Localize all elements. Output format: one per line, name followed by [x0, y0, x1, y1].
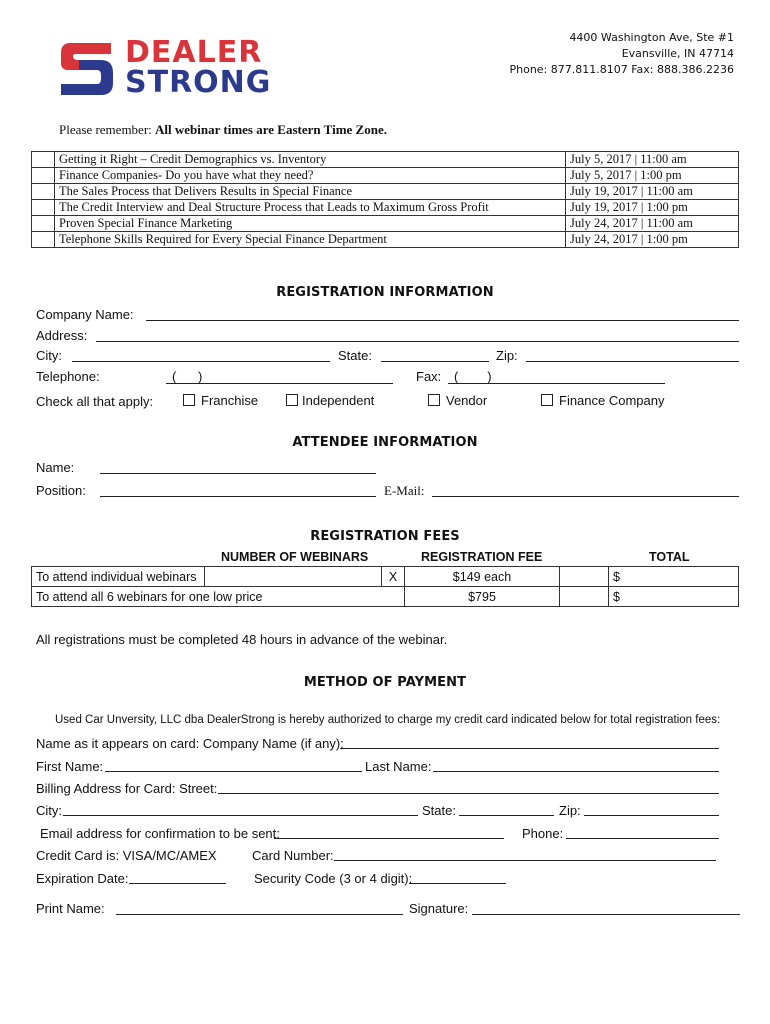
- print-name-field[interactable]: [116, 914, 403, 915]
- zip-field[interactable]: [526, 361, 739, 362]
- billing-street-field[interactable]: [218, 793, 719, 794]
- webinar-date: July 5, 2017 | 11:00 am: [566, 152, 739, 168]
- last-name-label: Last Name:: [365, 759, 432, 774]
- company-name-field[interactable]: [146, 320, 739, 321]
- row2-label: To attend all 6 webinars for one low price: [32, 587, 405, 607]
- reminder-bold: All webinar times are Eastern Time Zone.: [155, 122, 387, 137]
- confirmation-email-field[interactable]: [274, 838, 504, 839]
- payment-heading: METHOD OF PAYMENT: [303, 675, 467, 690]
- fees-heading: REGISTRATION FEES: [310, 529, 460, 544]
- phone-fax-line: Phone: 877.811.8107 Fax: 888.386.2236: [509, 63, 734, 76]
- webinar-date: July 24, 2017 | 1:00 pm: [566, 232, 739, 248]
- row2-spacer: [560, 587, 609, 607]
- franchise-checkbox[interactable]: [183, 394, 195, 406]
- attendee-position-label: Position:: [36, 483, 86, 498]
- row2-total-input[interactable]: $: [609, 587, 739, 607]
- signature-label: Signature:: [409, 901, 469, 916]
- vendor-checkbox[interactable]: [428, 394, 440, 406]
- zip-label: Zip:: [496, 348, 518, 363]
- webinar-title: Proven Special Finance Marketing: [55, 216, 566, 232]
- last-name-field[interactable]: [433, 771, 719, 772]
- telephone-area-code: ( ): [172, 369, 203, 384]
- logo-text-strong: STRONG: [125, 65, 272, 100]
- attendee-email-label: E-Mail:: [384, 483, 425, 498]
- schedule-row-marker: [32, 216, 55, 232]
- security-code-label: Security Code (3 or 4 digit):: [254, 871, 413, 886]
- row1-label: To attend individual webinars: [32, 567, 205, 587]
- webinar-title: Telephone Skills Required for Every Special Finance Department: [55, 232, 566, 248]
- row1-spacer: [560, 567, 609, 587]
- row1-x: X: [382, 567, 405, 587]
- webinar-date: July 19, 2017 | 11:00 am: [566, 184, 739, 200]
- attendee-name-field[interactable]: [100, 473, 376, 474]
- card-number-field[interactable]: [334, 860, 716, 861]
- table-row: [32, 200, 739, 216]
- attendee-position-field[interactable]: [100, 496, 376, 497]
- option-vendor[interactable]: [428, 393, 487, 408]
- attendee-name-label: Name:: [36, 460, 75, 475]
- fax-field[interactable]: [448, 383, 665, 384]
- table-row: [32, 184, 739, 200]
- webinar-date: July 5, 2017 | 1:00 pm: [566, 168, 739, 184]
- city-field[interactable]: [72, 361, 330, 362]
- schedule-row-marker: [32, 184, 55, 200]
- name-on-card-label: Name as it appears on card: Company Name (if any):: [36, 736, 344, 751]
- payment-phone-field[interactable]: [566, 838, 719, 839]
- table-row: [32, 216, 739, 232]
- address-line-1: 4400 Washington Ave, Ste #1: [569, 31, 734, 44]
- check-all-label: Check all that apply:: [36, 394, 154, 409]
- table-row: [32, 567, 739, 587]
- col-registration-fee: REGISTRATION FEE: [421, 550, 543, 564]
- fees-table: [31, 566, 739, 607]
- expiration-label: Expiration Date:: [36, 871, 129, 886]
- row1-fee: $149 each: [405, 567, 560, 587]
- webinar-title: The Sales Process that Delivers Results in Special Finance: [55, 184, 566, 200]
- webinar-title: The Credit Interview and Deal Structure Process that Leads to Maximum Gross Profit: [55, 200, 566, 216]
- billing-state-label: State:: [422, 803, 456, 818]
- card-number-label: Card Number:: [252, 848, 334, 863]
- franchise-label: Franchise: [201, 393, 259, 408]
- state-field[interactable]: [381, 361, 489, 362]
- attendee-email-field[interactable]: [432, 496, 739, 497]
- webinar-title: Getting it Right – Credit Demographics vs. Inventory: [55, 152, 566, 168]
- row1-total-input[interactable]: $: [609, 567, 739, 587]
- finance-company-label: Finance Company: [559, 393, 665, 408]
- payment-authorization: Used Car Unversity, LLC dba DealerStrong is hereby authorized to charge my credit card indicated below for total registration fees:: [55, 714, 721, 726]
- company-logo: [57, 35, 302, 100]
- expiration-field[interactable]: [129, 883, 226, 884]
- fax-area-code: ( ): [454, 369, 492, 384]
- logo-text-dealer: DEALER: [125, 35, 263, 70]
- card-types-label: Credit Card is: VISA/MC/AMEX: [36, 848, 217, 863]
- security-code-field[interactable]: [409, 883, 506, 884]
- table-row: [32, 152, 739, 168]
- webinar-date: July 19, 2017 | 1:00 pm: [566, 200, 739, 216]
- billing-zip-label: Zip:: [559, 803, 581, 818]
- billing-city-field[interactable]: [63, 815, 418, 816]
- payment-phone-label: Phone:: [522, 826, 564, 841]
- table-row: [32, 232, 739, 248]
- row2-fee: $795: [405, 587, 560, 607]
- col-number-of-webinars: NUMBER OF WEBINARS: [221, 550, 369, 564]
- confirmation-email-label: Email address for confirmation to be sent:: [40, 826, 280, 841]
- reminder-prefix: Please remember:: [59, 122, 156, 137]
- signature-field[interactable]: [472, 914, 740, 915]
- option-finance-company[interactable]: [541, 393, 665, 408]
- webinar-schedule-table: [31, 151, 739, 248]
- col-total: TOTAL: [649, 550, 690, 564]
- table-row: [32, 168, 739, 184]
- address-field[interactable]: [96, 341, 739, 342]
- schedule-row-marker: [32, 200, 55, 216]
- timezone-reminder: [59, 122, 387, 138]
- print-name-label: Print Name:: [36, 901, 105, 916]
- schedule-row-marker: [32, 168, 55, 184]
- telephone-field[interactable]: [166, 383, 393, 384]
- name-on-card-field[interactable]: [340, 748, 719, 749]
- option-independent[interactable]: [286, 393, 374, 408]
- registration-heading: REGISTRATION INFORMATION: [276, 285, 494, 300]
- independent-checkbox[interactable]: [286, 394, 298, 406]
- dealerstrong-logo-icon: [57, 39, 117, 99]
- city-label: City:: [36, 348, 62, 363]
- webinar-date: July 24, 2017 | 11:00 am: [566, 216, 739, 232]
- finance-company-checkbox[interactable]: [541, 394, 553, 406]
- company-address: [509, 30, 734, 78]
- webinar-title: Finance Companies- Do you have what they need?: [55, 168, 566, 184]
- billing-state-field[interactable]: [459, 815, 554, 816]
- billing-zip-field[interactable]: [584, 815, 719, 816]
- company-name-label: Company Name:: [36, 307, 134, 322]
- first-name-field[interactable]: [105, 771, 362, 772]
- address-label: Address:: [36, 328, 88, 343]
- table-row: [32, 587, 739, 607]
- schedule-row-marker: [32, 152, 55, 168]
- attendee-heading: ATTENDEE INFORMATION: [292, 435, 478, 450]
- address-line-2: Evansville, IN 47714: [621, 47, 734, 60]
- billing-city-label: City:: [36, 803, 62, 818]
- option-franchise[interactable]: [183, 393, 258, 408]
- billing-address-label: Billing Address for Card: Street:: [36, 781, 218, 796]
- state-label: State:: [338, 348, 372, 363]
- schedule-row-marker: [32, 232, 55, 248]
- first-name-label: First Name:: [36, 759, 104, 774]
- registration-deadline-notice: All registrations must be completed 48 hours in advance of the webinar.: [36, 632, 448, 647]
- vendor-label: Vendor: [446, 393, 488, 408]
- telephone-label: Telephone:: [36, 369, 100, 384]
- fax-label: Fax:: [416, 369, 442, 384]
- row1-webinar-count-input[interactable]: [205, 567, 382, 587]
- independent-label: Independent: [302, 393, 375, 408]
